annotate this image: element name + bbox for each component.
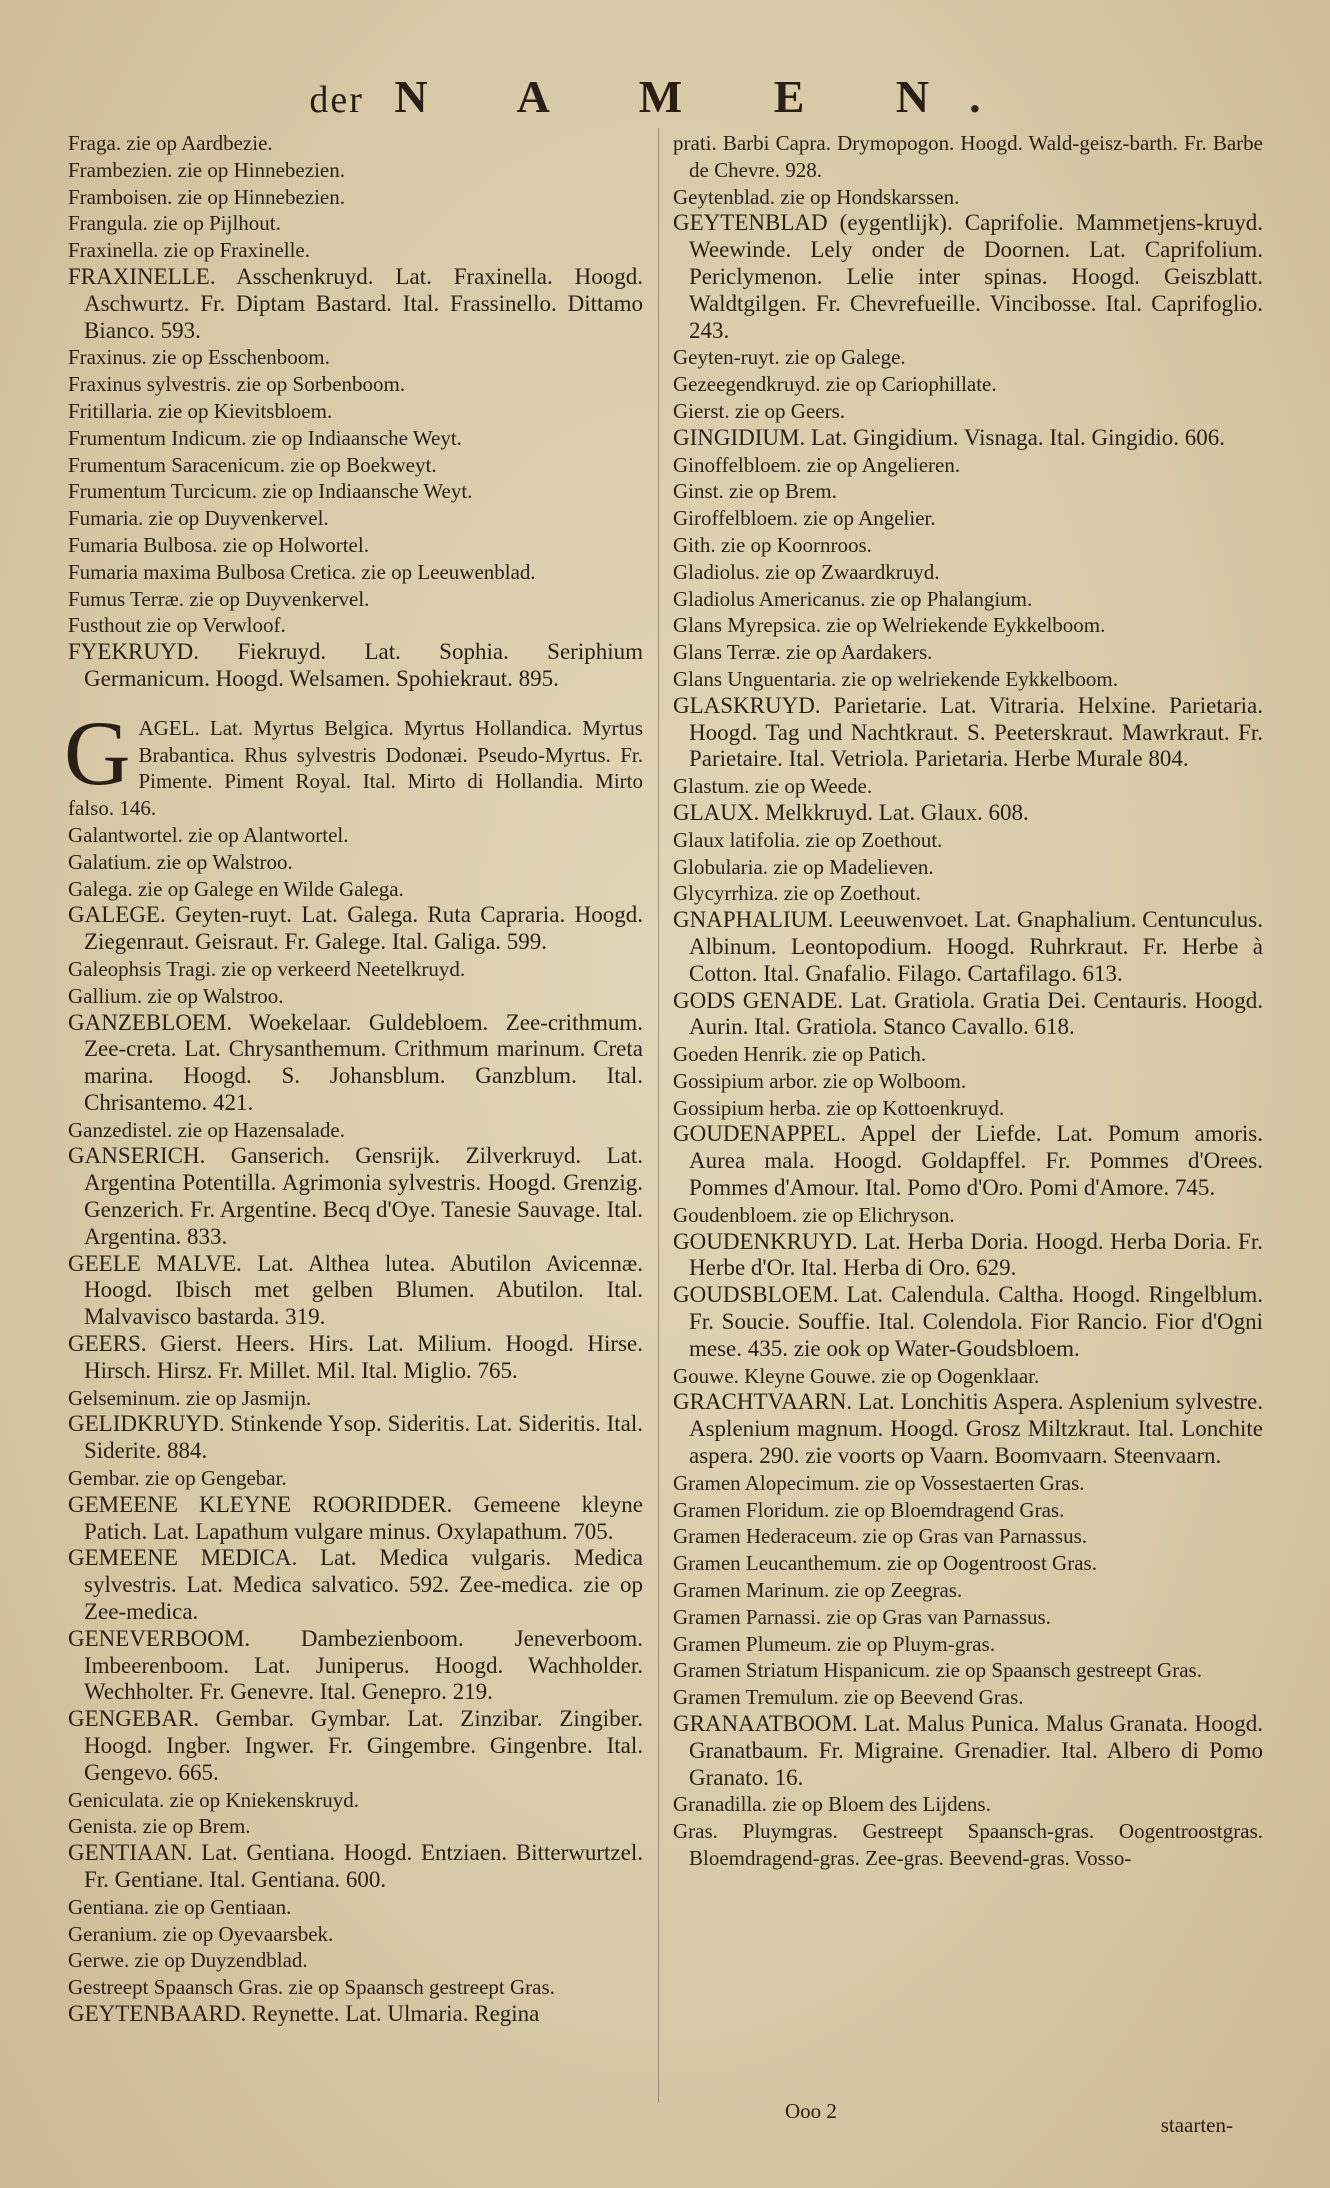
index-entry: Fraxinus. zie op Esschenboom.	[68, 345, 330, 370]
index-entry: Geyten-ruyt. zie op Galege.	[673, 345, 906, 370]
header-title: N A M E N.	[394, 71, 1021, 122]
index-entry: GOUDENKRUYD. Lat. Herba Doria. Hoogd. Herba Doria. Fr. Herbe d'Or. Ital. Herba di Oro. 629.	[673, 1228, 1263, 1281]
index-entry: Goeden Henrik. zie op Patich.	[673, 1042, 927, 1067]
index-entry: Glastum. zie op Weede.	[673, 774, 873, 799]
header-lead: der	[309, 79, 364, 121]
index-entry: Gladiolus Americanus. zie op Phalangium.	[673, 586, 1033, 611]
index-entry: GRACHTVAARN. Lat. Lonchitis Aspera. Asplenium sylvestre. Asplenium magnum. Hoogd. Grosz Miltzkraut. Ital. Lonchite aspera. 290. zie voorts op Vaarn. Boomvaarn. Steenvaarn.	[673, 1389, 1263, 1469]
index-entry: Fraga. zie op Aardbezie.	[68, 131, 273, 155]
index-entry: Framboisen. zie op Hinnebezien.	[68, 184, 345, 209]
index-entry: Geranium. zie op Oyevaarsbek.	[68, 1921, 334, 1946]
index-entry: Geniculata. zie op Kniekenskruyd.	[68, 1787, 359, 1812]
index-entry: GNAPHALIUM. Leeuwenvoet. Lat. Gnaphalium. Centunculus. Albinum. Leontopodium. Hoogd. Ruhrkraut. Fr. Herbe à Cotton. Ital. Gnafalio. Filago. Cartafilago. 613.	[673, 907, 1263, 986]
index-entry: Gramen Leucanthemum. zie op Oogentroost Gras.	[673, 1551, 1097, 1576]
index-entry: Ginoffelbloem. zie op Angelieren.	[673, 452, 961, 477]
index-entry: Galega. zie op Galege en Wilde Galega.	[68, 876, 404, 901]
index-entry: Gossipium arbor. zie op Wolboom.	[673, 1068, 967, 1093]
index-entry: GEELE MALVE. Lat. Althea lutea. Abutilon Avicennæ. Hoogd. Ibisch met gelben Blumen. Abutilon. Ital. Malvavisco bastarda. 319.	[68, 1250, 643, 1330]
index-entry: GLAUX. Melkkruyd. Lat. Glaux. 608.	[673, 799, 1029, 825]
index-entry: Fraxinus sylvestris. zie op Sorbenboom.	[68, 372, 406, 397]
index-entry: GEYTENBLAD (eygentlijk). Caprifolie. Mammetjens-kruyd. Weewinde. Lely onder de Doornen. Lat. Caprifolium. Periclymenon. Lelie inter spinas. Hoogd. Geiszblatt. Waldtgilgen. Fr. Chevrefueille. Vincibosse. Ital. Caprifoglio. 243.	[673, 210, 1263, 343]
index-entry: GENGEBAR. Gembar. Gymbar. Lat. Zinzibar. Zingiber. Hoogd. Ingber. Ingwer. Fr. Gingembre. Gingenbre. Ital. Gengevo. 665.	[68, 1706, 643, 1785]
index-entry: Gossipium herba. zie op Kottoenkruyd.	[673, 1095, 1005, 1120]
index-entry: Glans Unguentaria. zie op welriekende Eykkelboom.	[673, 666, 1118, 691]
index-entry: Glaux latifolia. zie op Zoethout.	[673, 827, 943, 852]
index-entry: GENTIAAN. Lat. Gentiana. Hoogd. Entziaen. Bitterwurtzel. Fr. Gentiane. Ital. Gentiana. 600.	[68, 1840, 643, 1892]
column-divider	[658, 128, 659, 2103]
index-entry: GELIDKRUYD. Stinkende Ysop. Sideritis. Lat. Sideritis. Ital. Siderite. 884.	[68, 1411, 643, 1464]
index-entry: GEMEENE KLEYNE ROORIDDER. Gemeene kleyne Patich. Lat. Lapathum vulgare minus. Oxylapathum. 705.	[68, 1491, 643, 1544]
drop-cap: G	[64, 701, 131, 804]
index-entry: Gramen Striatum Hispanicum. zie op Spaansch gestreept Gras.	[673, 1658, 1202, 1683]
index-entry: Frangula. zie op Pijlhout.	[68, 211, 281, 236]
index-entry: Gith. zie op Koornroos.	[673, 532, 872, 557]
index-entry: GINGIDIUM. Lat. Gingidium. Visnaga. Ital. Gingidio. 606.	[673, 424, 1226, 450]
index-entry: Goudenbloem. zie op Elichryson.	[673, 1202, 955, 1227]
index-entry: Fumaria. zie op Duyvenkervel.	[68, 506, 329, 531]
index-entry: GEYTENBAARD. Reynette. Lat. Ulmaria. Regina	[68, 2000, 540, 2026]
index-entry: FYEKRUYD. Fiekruyd. Lat. Sophia. Seriphium Germanicum. Hoogd. Welsamen. Spohiekraut. 895.	[68, 639, 643, 691]
index-entry: Fumaria maxima Bulbosa Cretica. zie op Leeuwenblad.	[68, 559, 536, 584]
drop-cap-entry	[64, 701, 643, 822]
index-entry: Ganzedistel. zie op Hazensalade.	[68, 1117, 345, 1142]
index-entry: GEMEENE MEDICA. Lat. Medica vulgaris. Medica sylvestris. Lat. Medica salvatico. 592. Zee-medica. zie op Zee-medica.	[68, 1545, 643, 1625]
index-entry: Gramen Marinum. zie op Zeegras.	[673, 1578, 963, 1603]
index-entry: Glycyrrhiza. zie op Zoethout.	[673, 881, 921, 906]
index-entry: Fraxinella. zie op Fraxinelle.	[68, 238, 311, 263]
index-entry: Galatium. zie op Walstroo.	[68, 849, 293, 874]
index-entry: Fusthout zie op Verwloof.	[68, 613, 286, 638]
index-entry: Gerwe. zie op Duyzendblad.	[68, 1948, 308, 1973]
catchword: staarten-	[1160, 2113, 1233, 2137]
index-entry: Fritillaria. zie op Kievitsbloem.	[68, 398, 333, 423]
index-entry: Gentiana. zie op Gentiaan.	[68, 1894, 292, 1919]
index-entry: Frumentum Turcicum. zie op Indiaansche Weyt.	[68, 479, 473, 504]
index-entry: Galeophsis Tragi. zie op verkeerd Neetelkruyd.	[68, 956, 466, 981]
drop-cap-text: AGEL. Lat. Myrtus Belgica. Myrtus Hollandica. Myrtus Brabantica. Rhus sylvestris Dodonæi. Pseudo-Myrtus. Fr. Pimente. Piment Royal. Ital. Mirto di Hollandia. Mirto falso. 146.	[68, 715, 643, 821]
index-entry: GALEGE. Geyten-ruyt. Lat. Galega. Ruta Capraria. Hoogd. Ziegenraut. Geisraut. Fr. Galege. Ital. Galiga. 599.	[68, 902, 643, 955]
index-entry: Genista. zie op Brem.	[68, 1814, 251, 1839]
index-entry: Glans Myrepsica. zie op Welriekende Eykkelboom.	[673, 613, 1106, 638]
index-entry: Gras. Pluymgras. Gestreept Spaansch-gras. Oogentroostgras. Bloemdragend-gras. Zee-gras. Beevend-gras. Vosso-	[673, 1819, 1263, 1870]
index-entry: GLASKRUYD. Parietarie. Lat. Vitraria. Helxine. Parietaria. Hoogd. Tag und Nachtkraut. S. Peeterskraut. Mawrkraut. Fr. Parietaire. Ital. Vetriola. Parietaria. Herbe Murale 804.	[673, 692, 1263, 772]
index-entry: GRANAATBOOM. Lat. Malus Punica. Malus Granata. Hoogd. Granatbaum. Fr. Migraine. Grenadier. Ital. Albero di Pomo Granato. 16.	[673, 1711, 1263, 1790]
index-entry: Gouwe. Kleyne Gouwe. zie op Oogenklaar.	[673, 1363, 1040, 1388]
index-entry: GOUDSBLOEM. Lat. Calendula. Caltha. Hoogd. Ringelblum. Fr. Soucie. Souffie. Ital. Colendola. Fior Rancio. Fior d'Ogni mese. 435. zie ook op Water-Goudsbloem.	[673, 1282, 1263, 1361]
index-entry: Gramen Floridum. zie op Bloemdragend Gras.	[673, 1497, 1065, 1522]
index-entry: Gezeegendkruyd. zie op Cariophillate.	[673, 372, 997, 397]
signature-mark: Ooo 2	[785, 2099, 837, 2123]
index-entry: Galantwortel. zie op Alantwortel.	[68, 822, 349, 847]
right-column	[673, 130, 1263, 1872]
index-entry: GANSERICH. Ganserich. Gensrijk. Zilverkruyd. Lat. Argentina Potentilla. Agrimonia sylvestris. Hoogd. Grenzig. Genzerich. Fr. Argentine. Becq d'Oye. Tanesie Sauvage. Ital. Argentina. 833.	[68, 1143, 643, 1249]
index-entry: Globularia. zie op Madelieven.	[673, 854, 934, 879]
index-entry: GOUDENAPPEL. Appel der Liefde. Lat. Pomum amoris. Aurea mala. Hoogd. Goldapffel. Fr. Pommes d'Orees. Pommes d'Amour. Ital. Pomo d'Oro. Pomi d'Amore. 745.	[673, 1121, 1263, 1201]
index-entry: Gramen Alopecimum. zie op Vossestaerten Gras.	[673, 1470, 1085, 1495]
index-entry: Glans Terræ. zie op Aardakers.	[673, 640, 933, 665]
index-entry: Gramen Tremulum. zie op Beevend Gras.	[673, 1685, 1024, 1710]
index-entry: Ginst. zie op Brem.	[673, 479, 837, 504]
index-entry: Gallium. zie op Walstroo.	[68, 983, 284, 1008]
index-entry: Geytenblad. zie op Hondskarssen.	[673, 184, 960, 209]
page-header	[0, 70, 1330, 123]
index-entry: GANZEBLOEM. Woekelaar. Guldebloem. Zee-crithmum. Zee-creta. Lat. Chrysanthemum. Crithmum marinum. Creta marina. Hoogd. S. Johansblum. Ganzblum. Ital. Chrisantemo. 421.	[68, 1009, 643, 1115]
index-entry: GODS GENADE. Lat. Gratiola. Gratia Dei. Centauris. Hoogd. Aurin. Ital. Gratiola. Stanco Cavallo. 618.	[673, 987, 1263, 1040]
index-entry: Gembar. zie op Gengebar.	[68, 1466, 287, 1491]
index-entry: Gramen Hederaceum. zie op Gras van Parnassus.	[673, 1524, 1088, 1549]
index-entry: FRAXINELLE. Asschenkruyd. Lat. Fraxinella. Hoogd. Aschwurtz. Fr. Diptam Bastard. Ital. Frassinello. Dittamo Bianco. 593.	[68, 263, 643, 343]
index-entry: Frumentum Saracenicum. zie op Boekweyt.	[68, 452, 437, 477]
index-entry: Frumentum Indicum. zie op Indiaansche Weyt.	[68, 425, 462, 450]
index-entry: Gramen Parnassi. zie op Gras van Parnassus.	[673, 1604, 1051, 1629]
index-entry: Gelseminum. zie op Jasmijn.	[68, 1385, 312, 1410]
index-entry: GEERS. Gierst. Heers. Hirs. Lat. Milium. Hoogd. Hirse. Hirsch. Hirsz. Fr. Millet. Mil. Ital. Miglio. 765.	[68, 1331, 643, 1383]
index-entry: Gestreept Spaansch Gras. zie op Spaansch gestreept Gras.	[68, 1975, 555, 2000]
index-entry: Frambezien. zie op Hinnebezien.	[68, 157, 345, 182]
index-entry: Gramen Plumeum. zie op Pluym-gras.	[673, 1631, 995, 1656]
index-entry: Fumus Terræ. zie op Duyvenkervel.	[68, 586, 370, 611]
left-column	[64, 130, 643, 2028]
index-entry: Fumaria Bulbosa. zie op Holwortel.	[68, 532, 369, 557]
index-entry: Granadilla. zie op Bloem des Lijdens.	[673, 1792, 991, 1817]
index-entry: prati. Barbi Capra. Drymopogon. Hoogd. Wald-geisz-barth. Fr. Barbe de Chevre. 928.	[673, 131, 1263, 182]
index-entry: GENEVERBOOM. Dambezienboom. Jeneverboom. Imbeerenboom. Lat. Juniperus. Hoogd. Wachholder. Wechholter. Fr. Genevre. Ital. Genepro. 219.	[68, 1625, 643, 1705]
index-entry: Giroffelbloem. zie op Angelier.	[673, 506, 936, 531]
index-entry: Gierst. zie op Geers.	[673, 398, 846, 423]
index-entry: Gladiolus. zie op Zwaardkruyd.	[673, 559, 940, 584]
